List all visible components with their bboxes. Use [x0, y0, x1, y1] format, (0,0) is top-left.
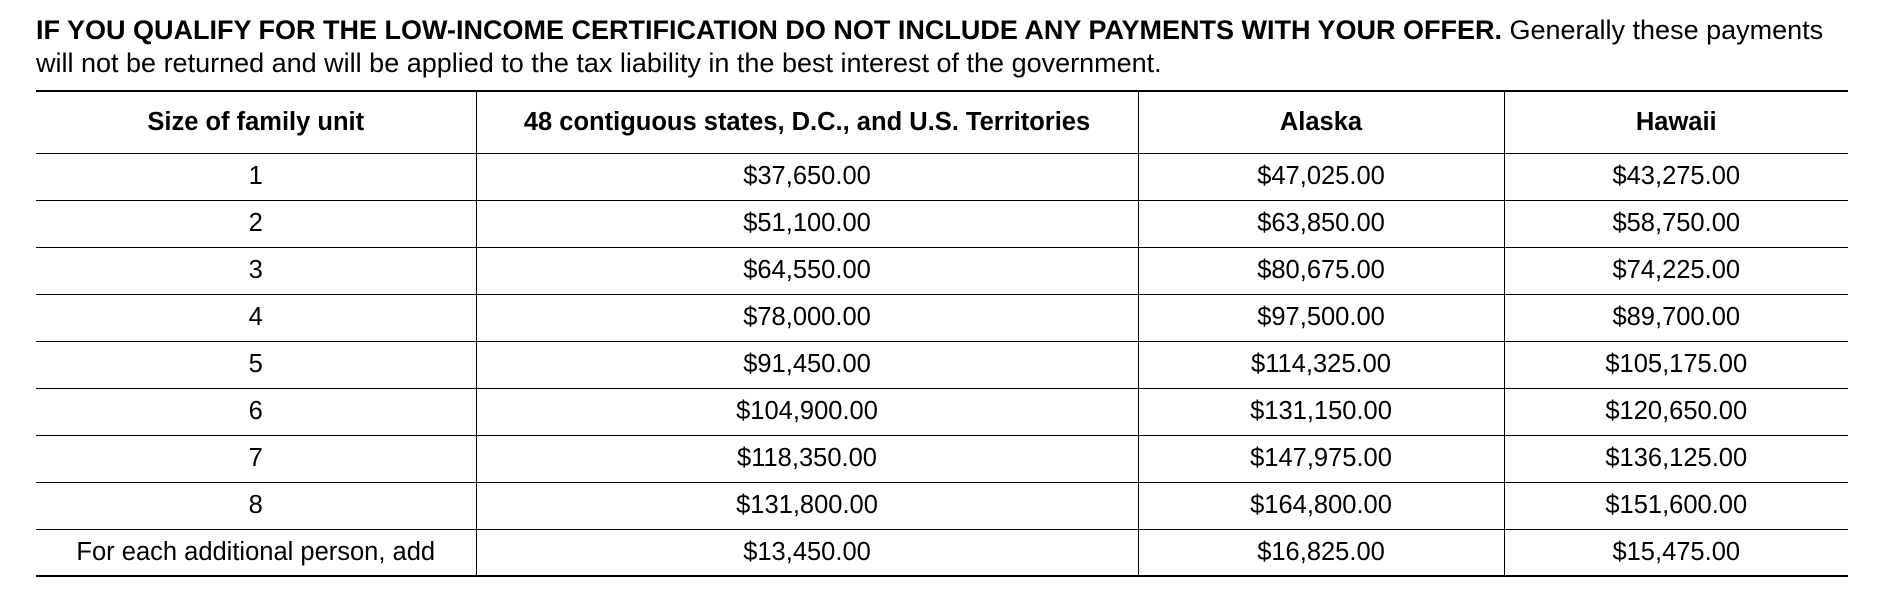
cell-hawaii: $58,750.00 — [1504, 200, 1848, 247]
cell-family-size: 3 — [36, 247, 476, 294]
intro-paragraph — [36, 14, 1848, 80]
cell-hawaii: $43,275.00 — [1504, 153, 1848, 200]
cell-hawaii: $120,650.00 — [1504, 388, 1848, 435]
cell-alaska: $114,325.00 — [1138, 341, 1504, 388]
cell-family-size: 4 — [36, 294, 476, 341]
cell-contiguous: $118,350.00 — [476, 435, 1138, 482]
cell-family-size: 6 — [36, 388, 476, 435]
cell-alaska: $147,975.00 — [1138, 435, 1504, 482]
header-contiguous-states: 48 contiguous states, D.C., and U.S. Territories — [476, 91, 1138, 153]
cell-family-size: 1 — [36, 153, 476, 200]
cell-hawaii: $105,175.00 — [1504, 341, 1848, 388]
intro-bold-lead: IF YOU QUALIFY FOR THE LOW-INCOME CERTIFICATION DO NOT INCLUDE ANY PAYMENTS WITH YOUR OFFER. — [36, 15, 1502, 45]
cell-contiguous: $51,100.00 — [476, 200, 1138, 247]
header-family-size: Size of family unit — [36, 91, 476, 153]
cell-alaska: $164,800.00 — [1138, 482, 1504, 529]
cell-contiguous: $104,900.00 — [476, 388, 1138, 435]
cell-alaska: $16,825.00 — [1138, 529, 1504, 576]
table-row — [36, 341, 1848, 388]
cell-contiguous: $78,000.00 — [476, 294, 1138, 341]
cell-family-size: 8 — [36, 482, 476, 529]
table-header — [36, 91, 1848, 153]
cell-family-size: For each additional person, add — [36, 529, 476, 576]
cell-alaska: $47,025.00 — [1138, 153, 1504, 200]
table-body — [36, 153, 1848, 576]
cell-family-size: 5 — [36, 341, 476, 388]
table-row — [36, 200, 1848, 247]
cell-contiguous: $131,800.00 — [476, 482, 1138, 529]
header-hawaii: Hawaii — [1504, 91, 1848, 153]
cell-hawaii: $15,475.00 — [1504, 529, 1848, 576]
table-row — [36, 294, 1848, 341]
cell-contiguous: $13,450.00 — [476, 529, 1138, 576]
cell-family-size: 7 — [36, 435, 476, 482]
cell-alaska: $63,850.00 — [1138, 200, 1504, 247]
cell-family-size: 2 — [36, 200, 476, 247]
cell-contiguous: $37,650.00 — [476, 153, 1138, 200]
cell-hawaii: $136,125.00 — [1504, 435, 1848, 482]
table-row-additional-person — [36, 529, 1848, 576]
cell-contiguous: $91,450.00 — [476, 341, 1138, 388]
income-limits-table — [36, 90, 1848, 577]
cell-hawaii: $151,600.00 — [1504, 482, 1848, 529]
cell-contiguous: $64,550.00 — [476, 247, 1138, 294]
table-row — [36, 482, 1848, 529]
header-alaska: Alaska — [1138, 91, 1504, 153]
cell-alaska: $131,150.00 — [1138, 388, 1504, 435]
table-row — [36, 153, 1848, 200]
cell-alaska: $97,500.00 — [1138, 294, 1504, 341]
header-row — [36, 91, 1848, 153]
cell-alaska: $80,675.00 — [1138, 247, 1504, 294]
cell-hawaii: $89,700.00 — [1504, 294, 1848, 341]
cell-hawaii: $74,225.00 — [1504, 247, 1848, 294]
table-row — [36, 388, 1848, 435]
intro-rest: Generally these payments will not be returned and will be applied to the tax liability in the best interest of the government. — [36, 15, 1824, 78]
table-row — [36, 435, 1848, 482]
table-row — [36, 247, 1848, 294]
